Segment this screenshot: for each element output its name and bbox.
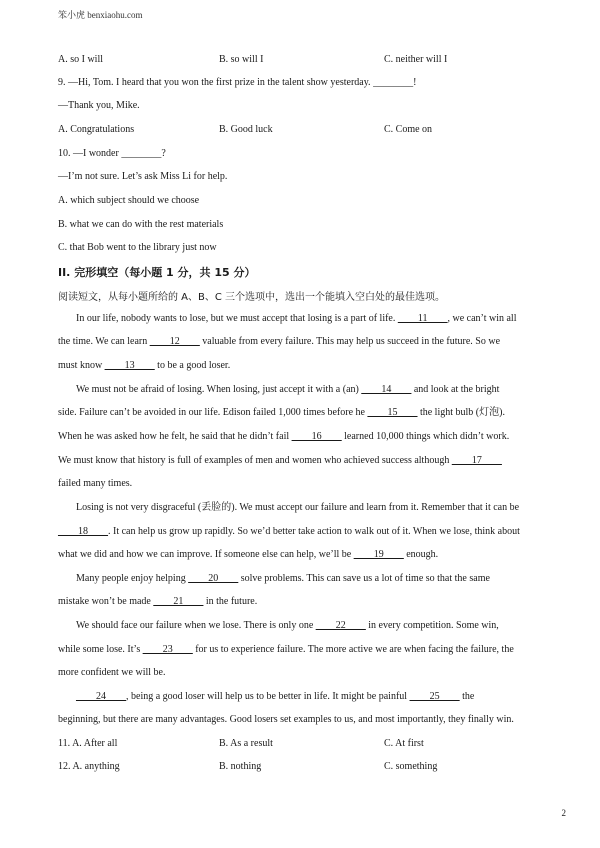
passage-line: the time. We can learn ____12____ valuable from every failure. This may help us succeed in the future. So we <box>58 336 501 347</box>
q9-option-b: B. Good luck <box>219 124 273 135</box>
site-header: 笨小虎 benxiaohu.com <box>58 10 143 20</box>
blank-18: ____18____ <box>58 526 108 537</box>
q10-reply: —I’m not sure. Let’s ask Miss Li for help. <box>58 171 228 182</box>
q8-option-a: A. so I will <box>58 54 103 65</box>
q9-prompt: 9. —Hi, Tom. I heard that you won the first prize in the talent show yesterday. ________! <box>58 77 417 88</box>
passage-line: Losing is not very disgraceful (丢脸的). We must accept our failure and learn from it. Remember that it can be <box>76 502 520 513</box>
blank-25: ____25____ <box>409 691 460 702</box>
q9-blank: ________ <box>373 77 414 88</box>
blank-23: ____23____ <box>142 644 193 655</box>
q12-option-c: C. something <box>384 761 438 772</box>
q9-option-a: A. Congratulations <box>58 124 135 135</box>
blank-21: ____21____ <box>153 596 204 607</box>
q10-prompt: 10. —I wonder ________? <box>58 148 166 159</box>
blank-24: ____24____ <box>76 691 126 702</box>
passage-line: beginning, but there are many advantages. Good losers set examples to us, and most importantly, they finally win. <box>58 714 514 725</box>
q9-reply: —Thank you, Mike. <box>58 100 140 111</box>
q10-blank: ________ <box>121 148 162 159</box>
blank-13: ____13____ <box>104 360 155 371</box>
passage-line: mistake won’t be made ____21____ in the future. <box>58 596 258 607</box>
q11-option-b: B. As a result <box>219 738 273 749</box>
page-number: 2 <box>561 808 566 818</box>
blank-14: ____14____ <box>361 384 412 395</box>
q11-option-a: 11. A. After all <box>58 738 118 749</box>
q10-option-a: A. which subject should we choose <box>58 195 200 206</box>
passage-line: In our life, nobody wants to lose, but we must accept that losing is a part of life. ____11____, we can’t win all <box>76 313 517 324</box>
passage-line: We must know that history is full of examples of men and women who achieved success although ____17____ <box>58 455 502 466</box>
blank-11: ____11____ <box>397 313 448 324</box>
q12-option-a: 12. A. anything <box>58 761 120 772</box>
q12-option-b: B. nothing <box>219 761 262 772</box>
blank-12: ____12____ <box>149 336 200 347</box>
passage-line: We must not be afraid of losing. When losing, just accept it with a (an) ____14____ and look at the bright <box>76 384 500 395</box>
passage-line: more confident we will be. <box>58 667 166 678</box>
passage-line: must know ____13____ to be a good loser. <box>58 360 231 371</box>
q9-option-c: C. Come on <box>384 124 433 135</box>
q8-option-c: C. neither will I <box>384 54 448 65</box>
blank-15: ____15____ <box>367 407 418 418</box>
passage-line: failed many times. <box>58 478 133 489</box>
q10-option-c: C. that Bob went to the library just now <box>58 242 217 253</box>
q8-option-b: B. so will I <box>219 54 264 65</box>
q10-option-b: B. what we can do with the rest materials <box>58 219 224 230</box>
passage-line: ____24____, being a good loser will help us to be better in life. It might be painful ____25____ the <box>76 691 475 702</box>
passage-line: side. Failure can’t be avoided in our life. Edison failed 1,000 times before he ____15____ the light bulb (灯泡). <box>58 407 505 418</box>
section-instruction: 阅读短文，从每小题所给的 A、B、C 三个选项中，选出一个能填入空白处的最佳选项。 <box>58 292 446 303</box>
passage-line: We should face our failure when we lose. There is only one ____22____ in every competition. Some win, <box>76 620 499 631</box>
blank-22: ____22____ <box>315 620 366 631</box>
q11-option-c: C. At first <box>384 738 424 749</box>
blank-19: ____19____ <box>353 549 404 560</box>
passage-line: while some lose. It’s ____23____ for us to experience failure. The more active we are when facing the failure, the <box>58 644 514 655</box>
passage-line: Many people enjoy helping ____20____ solve problems. This can save us a lot of time so that the same <box>76 573 490 584</box>
passage-line: When he was asked how he felt, he said that he didn’t fail ____16____ learned 10,000 things which didn’t work. <box>58 431 510 442</box>
passage-line: ____18____. It can help us grow up rapidly. So we’d better take action to walk out of it. When we lose, think about <box>58 526 520 537</box>
blank-16: ____16____ <box>291 431 342 442</box>
section-title: II. 完形填空（每小题 1 分，共 15 分） <box>58 266 256 279</box>
blank-17: ____17____ <box>451 455 502 466</box>
blank-20: ____20____ <box>188 573 239 584</box>
passage-line: what we did and how we can improve. If someone else can help, we’ll be ____19____ enough. <box>58 549 439 560</box>
